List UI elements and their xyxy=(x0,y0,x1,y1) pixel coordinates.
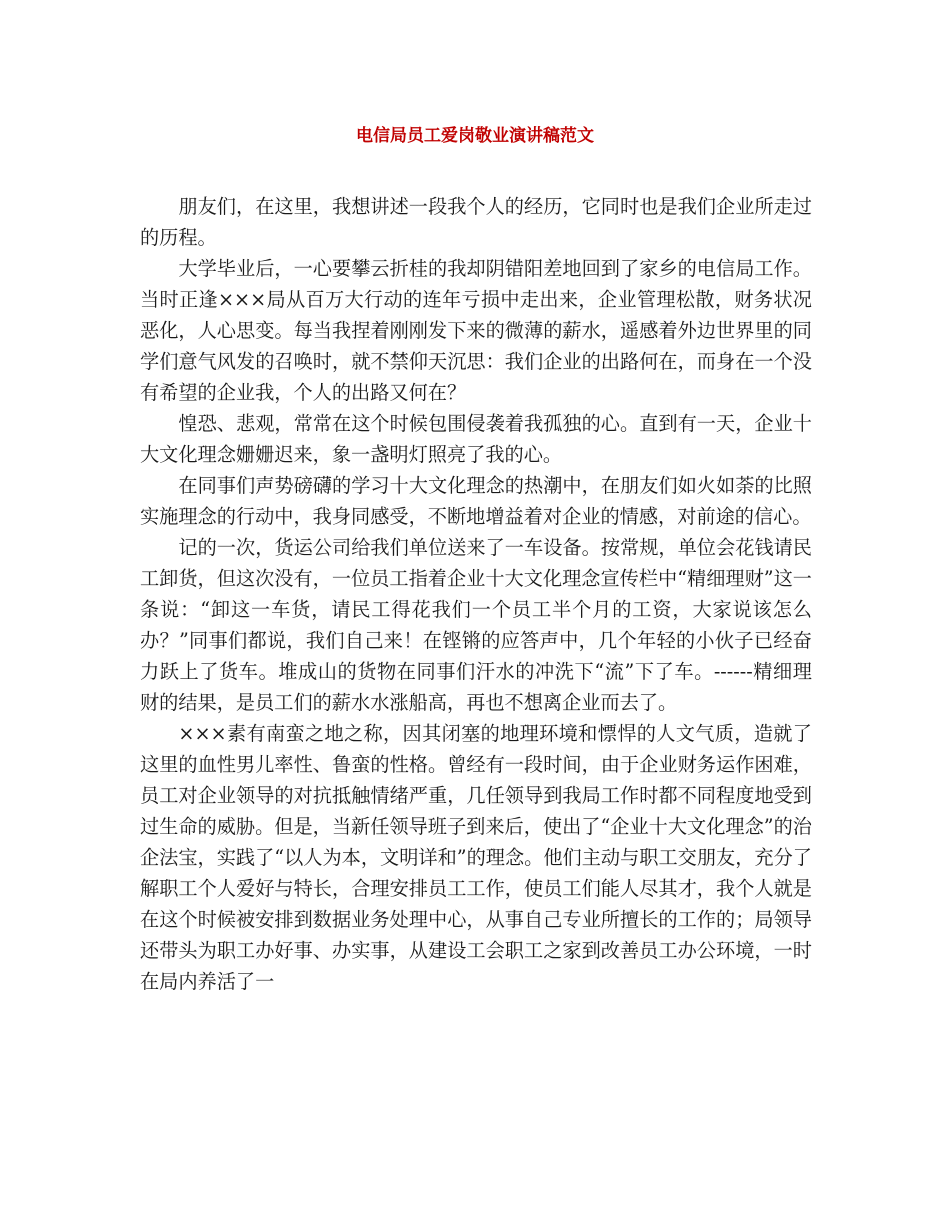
document-body xyxy=(140,191,812,997)
paragraph-2: 大学毕业后，一心要攀云折桂的我却阴错阳差地回到了家乡的电信局工作。当时正逢×××局从百万大行动的连年亏损中走出来，企业管理松散，财务状况恶化，人心思变。每当我捏着刚刚发下来的微薄的薪水，遥感着外边世界里的同学们意气风发的召唤时，就不禁仰天沉思：我们企业的出路何在，而身在一个没有希望的企业我，个人的出路又何在？ xyxy=(140,257,812,404)
paragraph-1: 朋友们，在这里，我想讲述一段我个人的经历，它同时也是我们企业所走过的历程。 xyxy=(140,195,812,249)
document-title: 电信局员工爱岗敬业演讲稿范文 xyxy=(356,126,594,146)
paragraph-4: 在同事们声势磅礴的学习十大文化理念的热潮中，在朋友们如火如荼的比照实施理念的行动中，我身同感受，不断地增益着对企业的情感，对前途的信心。 xyxy=(140,474,812,528)
paragraph-5: 记的一次，货运公司给我们单位送来了一车设备。按常规，单位会花钱请民工卸货，但这次没有，一位员工指着企业十大文化理念宣传栏中“精细理财”这一条说：“卸这一车货，请民工得花我们一个员工半个月的工资，大家说该怎么办？”同事们都说，我们自己来！在铿锵的应答声中，几个年轻的小伙子已经奋力跃上了货车。堆成山的货物在同事们汗水的冲洗下“流”下了车。------精细理财的结果，是员工们的薪水水涨船高，再也不想离企业而去了。 xyxy=(140,536,812,714)
paragraph-3: 惶恐、悲观，常常在这个时候包围侵袭着我孤独的心。直到有一天，企业十大文化理念姗姗迟来，象一盏明灯照亮了我的心。 xyxy=(140,412,812,466)
paragraph-6: ×××素有南蛮之地之称，因其闭塞的地理环境和慓悍的人文气质，造就了这里的血性男儿率性、鲁蛮的性格。曾经有一段时间，由于企业财务运作困难，员工对企业领导的对抗抵触情绪严重，几任领导到我局工作时都不同程度地受到过生命的威胁。但是，当新任领导班子到来后，使出了“企业十大文化理念”的治企法宝，实践了“以人为本，文明详和”的理念。他们主动与职工交朋友，充分了解职工个人爱好与特长，合理安排员工工作，使员工们能人尽其才，我个人就是在这个时候被安排到数据业务处理中心，从事自己专业所擅长的工作的；局领导还带头为职工办好事、办实事，从建设工会职工之家到改善员工办公环境，一时在局内养活了一 xyxy=(140,722,812,993)
